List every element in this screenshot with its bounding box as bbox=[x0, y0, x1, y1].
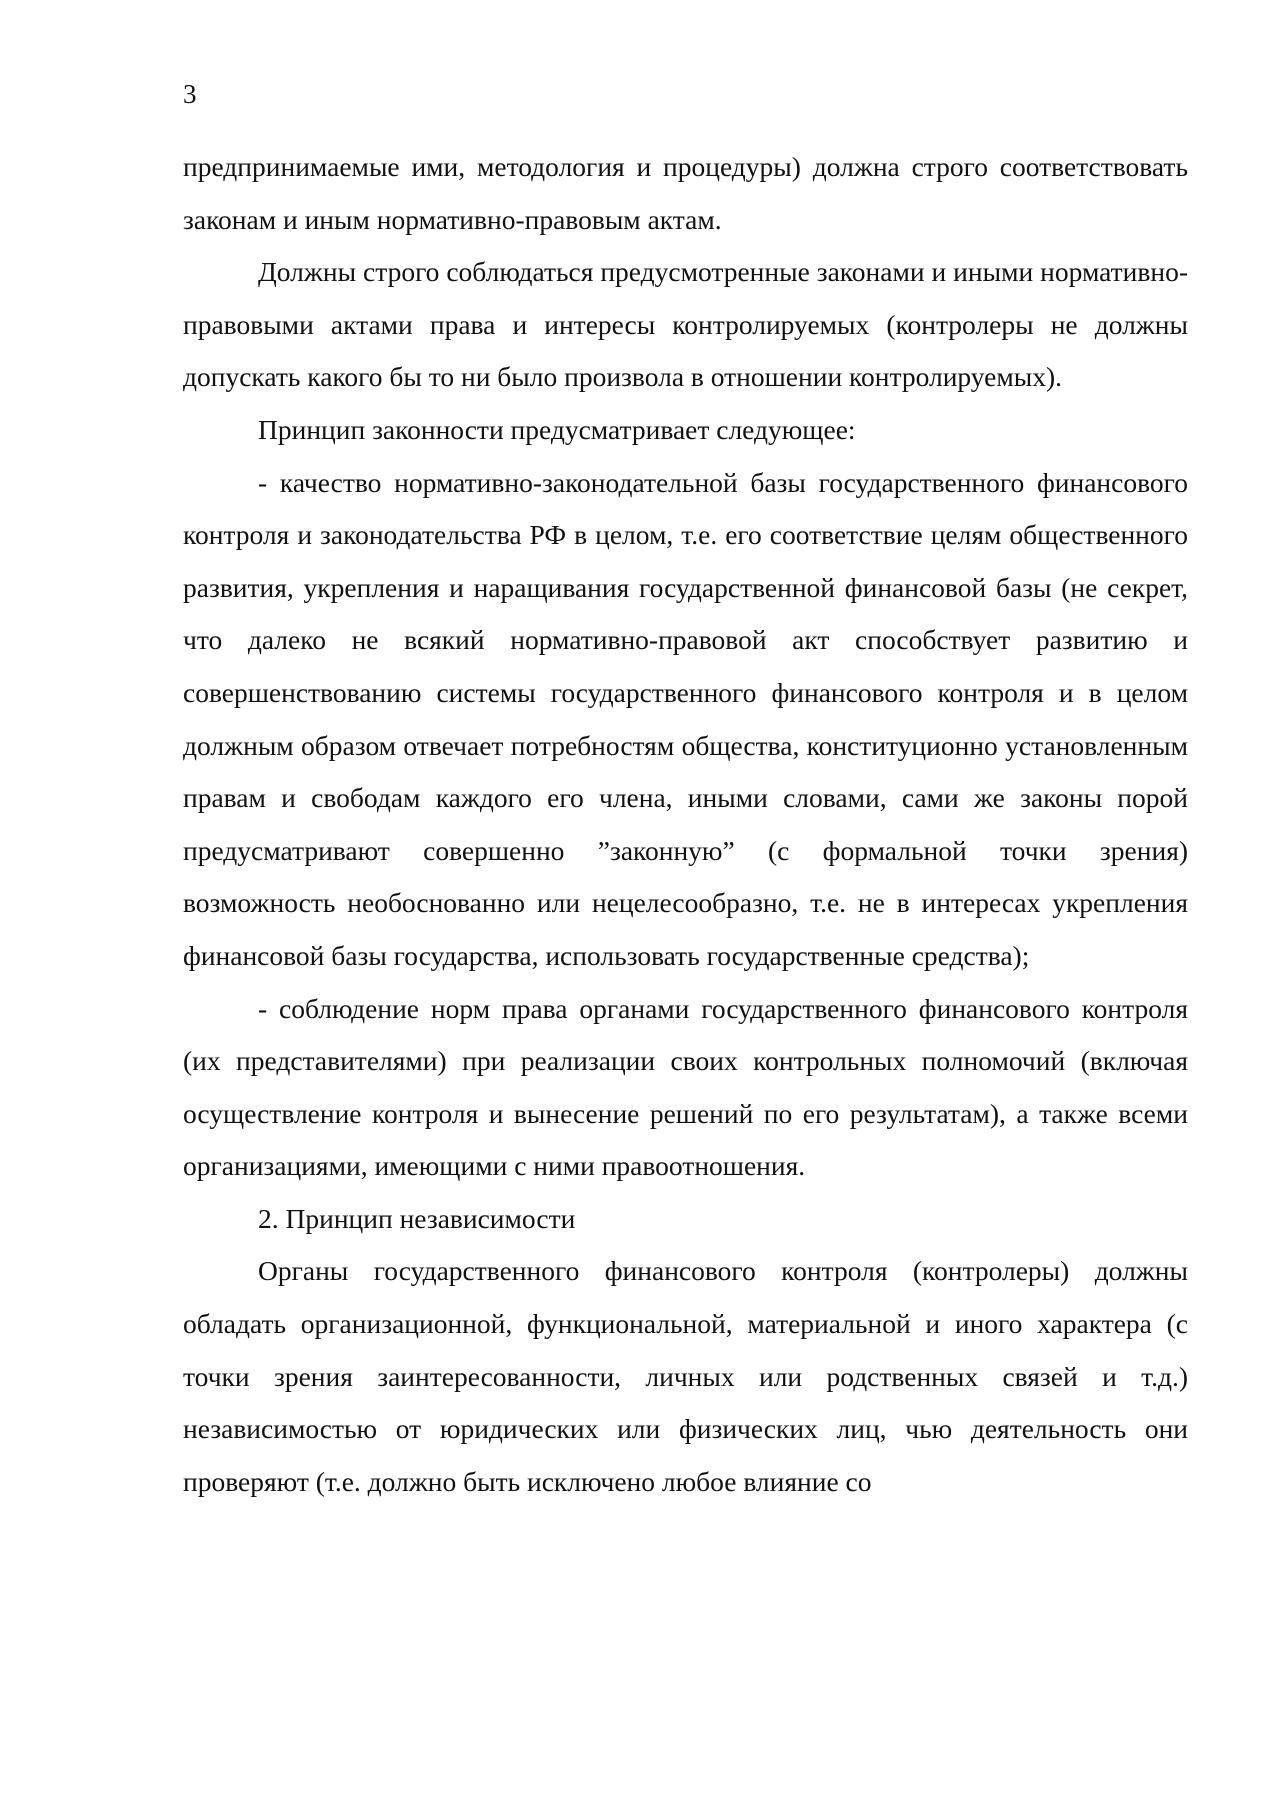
list-item-quality: - качество нормативно-законодательной базы государственного финансового контроля и законодательства РФ в целом, т.е. его соответствие целям общественного развития, укрепления и наращивания государственной финансовой базы (не секрет, что далеко не всякий нормативно-правовой акт способствует развитию и совершенствованию системы государственного финансового контроля и в целом должным образом отвечает потребностям общества, конституционно установленным правам и свободам каждого его члена, иными словами, сами же законы порой предусматривают совершенно ”законную” (с формальной точки зрения) возможность необоснованно или нецелесообразно, т.е. не в интересах укрепления финансовой базы государства, использовать государственные средства); bbox=[183, 466, 1188, 971]
section-heading-independence: 2. Принцип независимости bbox=[258, 1202, 576, 1234]
paragraph-legality-intro: Принцип законности предусматривает следующее: bbox=[258, 413, 856, 445]
paragraph-continuation: предпринимаемые ими, методология и процедуры) должна строго соответствовать законам и иным нормативно-правовым актам. bbox=[183, 151, 1188, 235]
document-body bbox=[183, 141, 1188, 1508]
paragraph-rights: Должны строго соблюдаться предусмотренные законами и иными нормативно-правовыми актами права и интересы контролируемых (контролеры не должны допускать какого бы то ни было произвола в отношении контролируемых). bbox=[183, 256, 1188, 393]
list-item-compliance: - соблюдение норм права органами государственного финансового контроля (их представителями) при реализации своих контрольных полномочий (включая осуществление контроля и вынесение решений по его результатам), а также всеми организациями, имеющими с ними правоотношения. bbox=[183, 992, 1188, 1182]
paragraph-independence: Органы государственного финансового контроля (контролеры) должны обладать организационной, функциональной, материальной и иного характера (с точки зрения заинтересованности, личных или родственных связей и т.д.) независимостью от юридических или физических лиц, чью деятельность они проверяют (т.е. должно быть исключено любое влияние со bbox=[183, 1255, 1188, 1497]
page-number: 3 bbox=[183, 79, 197, 109]
